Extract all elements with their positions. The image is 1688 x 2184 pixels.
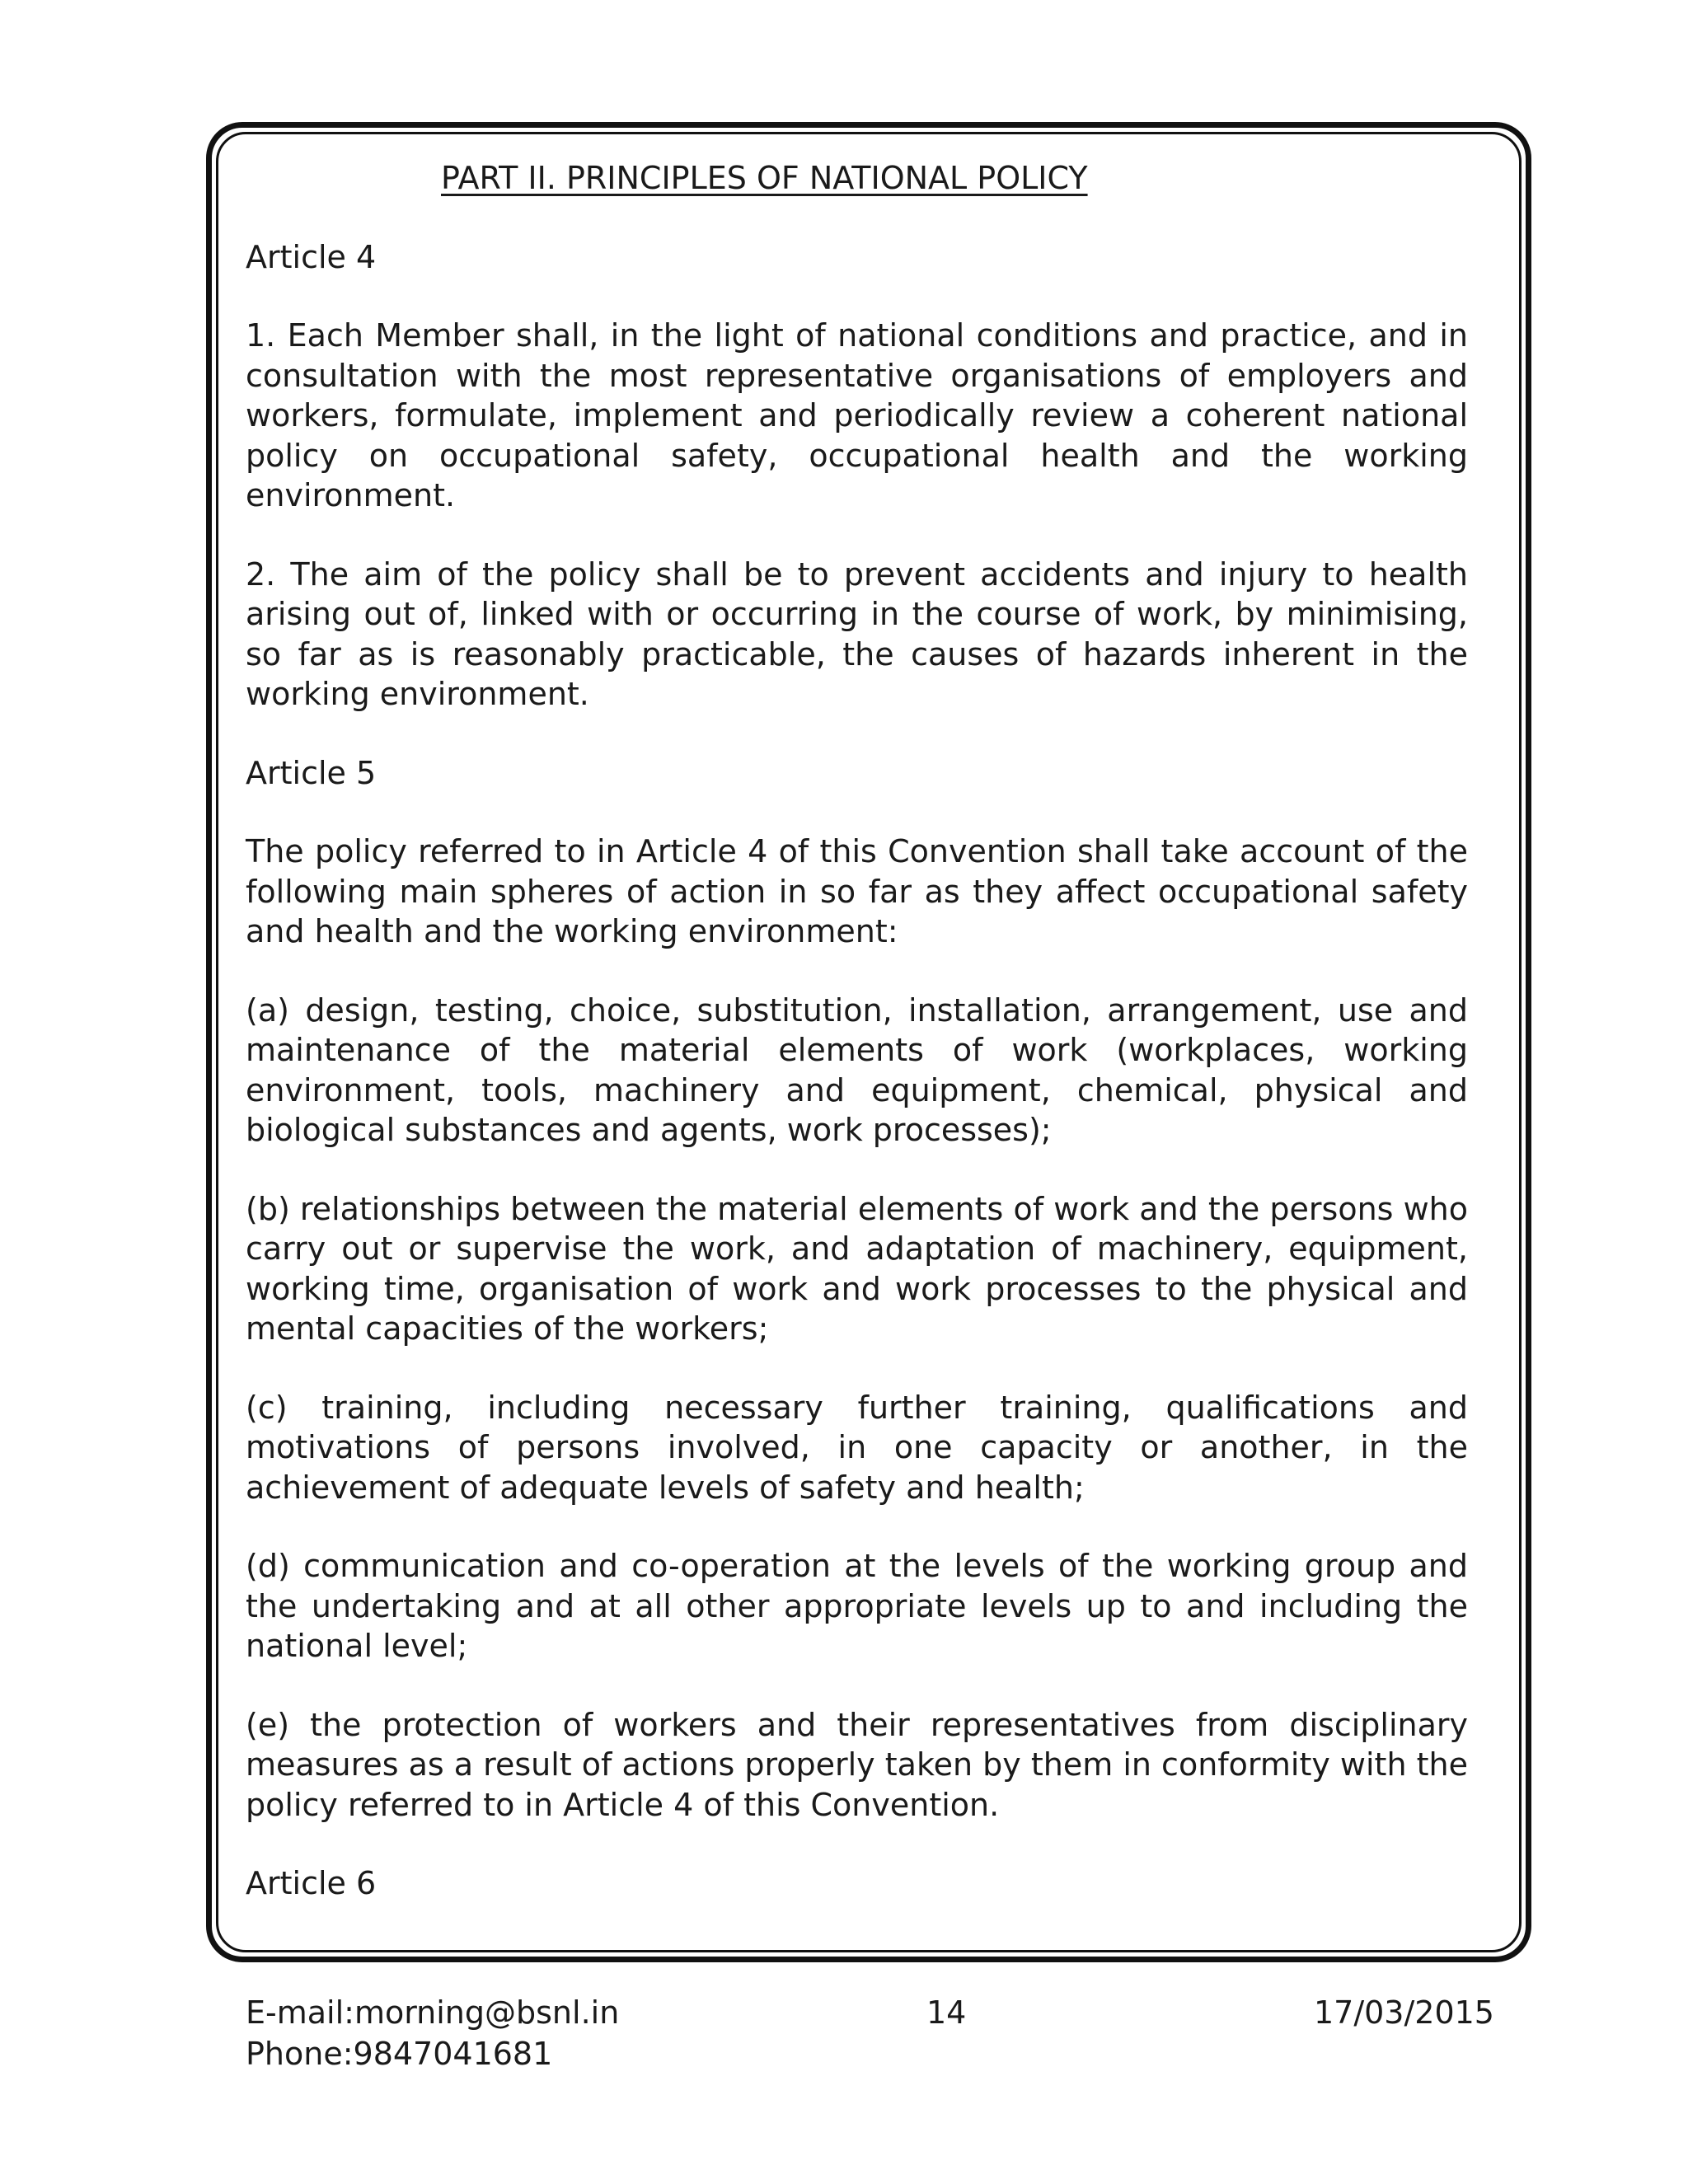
footer-contact <box>246 1992 619 2074</box>
article-6-title: Article 6 <box>246 1865 377 1901</box>
page-number: 14 <box>926 1994 967 2031</box>
article-5-title: Article 5 <box>246 754 377 791</box>
footer-email: E-mail:morning@bsnl.in <box>246 1994 620 2031</box>
article-5-item-d: (d) communication and co-operation at the levels of the working group and the undertaking and at all other appropriate levels up to and including the national level; <box>246 1548 1468 1664</box>
footer-date: 17/03/2015 <box>1313 1994 1494 2031</box>
article-4-title: Article 4 <box>246 238 377 275</box>
article-5-item-b: (b) relationships between the material elements of work and the persons who carry out or supervise the work, and adaptation of machinery, equipment, working time, organisation of work and work processes to the physical and mental capacities of the workers; <box>246 1190 1468 1347</box>
article-4-paragraph-1: 1. Each Member shall, in the light of national conditions and practice, and in consultation with the most representative organisations of employers and workers, formulate, implement and periodically review a coherent national policy on occupational safety, occupational health and the working environment. <box>246 317 1468 513</box>
article-5-item-e: (e) the protection of workers and their representatives from disciplinary measures as a result of actions properly taken by them in conformity with the policy referred to in Article 4 of this Convention. <box>246 1706 1468 1823</box>
footer-phone: Phone:9847041681 <box>246 2036 553 2072</box>
article-5-intro: The policy referred to in Article 4 of this Convention shall take account of the following main spheres of action in so far as they affect occupational safety and health and the working environment: <box>246 833 1468 949</box>
article-4-paragraph-2: 2. The aim of the policy shall be to prevent accidents and injury to health arising out of, linked with or occurring in the course of work, by minimising, so far as is reasonably practicable, the causes of hazards inherent in the working environment. <box>246 555 1468 712</box>
part-heading: PART II. PRINCIPLES OF NATIONAL POLICY <box>441 160 1088 196</box>
article-5-item-c: (c) training, including necessary further training, qualifications and motivations of persons involved, in one capacity or another, in the achievement of adequate levels of safety and health; <box>246 1389 1468 1506</box>
article-5-item-a: (a) design, testing, choice, substitution, installation, arrangement, use and maintenance of the material elements of work (workplaces, working environment, tools, machinery and equipment, chemical, physical and biological substances and agents, work processes); <box>246 991 1468 1148</box>
document-body <box>246 158 1468 1943</box>
